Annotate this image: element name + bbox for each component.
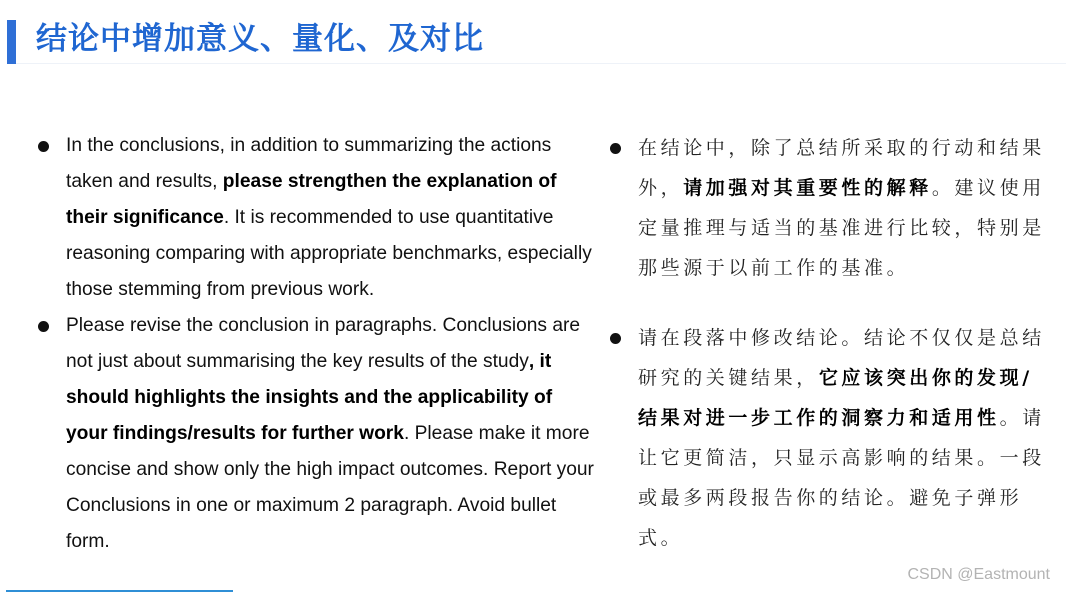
bullet-text [66,308,596,560]
bullet-dot-icon [610,333,621,344]
text-segment: 在结论中，除了总结所采取的行动和结果外， [638,137,1045,199]
bullet-dot-icon [610,143,621,154]
english-bullet-1 [36,128,596,308]
text-segment: . It is recommended to use quantitative reasoning comparing with appropriate benchmarks, especially those stemming from previous work. [66,207,592,300]
text-segment: . Please make it more concise and show only the high impact outcomes. Report your Conclusions in one or maximum 2 paragraph. Avoid bullet form. [66,423,594,552]
chinese-bullet-1 [608,128,1048,288]
bullet-dot-icon [38,321,49,332]
bullet-text [66,128,596,308]
emphasis-segment: please strengthen the explanation of their significance [66,171,557,228]
bullet-dot-icon [38,141,49,152]
footer-accent-line [6,590,233,592]
chinese-bullet-2 [608,318,1048,558]
text-segment: Please revise the conclusion in paragraphs. Conclusions are not just about summarising the key results of the study [66,315,581,372]
chinese-column [608,128,1048,558]
bullet-text [638,128,1048,288]
emphasis-segment: 请加强对其重要性的解释 [683,177,932,199]
text-segment: In the conclusions, in addition to summarizing the actions taken and results, [66,135,552,192]
text-segment: 。请让它更简洁，只显示高影响的结果。一段或最多两段报告你的结论。避免子弹形式。 [638,407,1045,549]
title-divider [16,63,1066,64]
slide-title: 结论中增加意义、量化、及对比 [36,21,484,56]
english-column [36,128,596,560]
emphasis-segment: 它应该突出你的发现/结果对进一步工作的洞察力和适用性 [638,367,1033,429]
watermark: CSDN @Eastmount [907,566,1050,583]
english-bullet-2 [36,308,596,560]
title-accent-bar [7,20,16,64]
bullet-text [638,318,1048,558]
emphasis-segment: , it should highlights the insights and the applicability of your findings/results for further work [66,351,553,444]
text-segment: 。建议使用定量推理与适当的基准进行比较，特别是那些源于以前工作的基准。 [638,177,1045,279]
text-segment: 请在段落中修改结论。结论不仅仅是总结研究的关键结果， [638,327,1045,389]
